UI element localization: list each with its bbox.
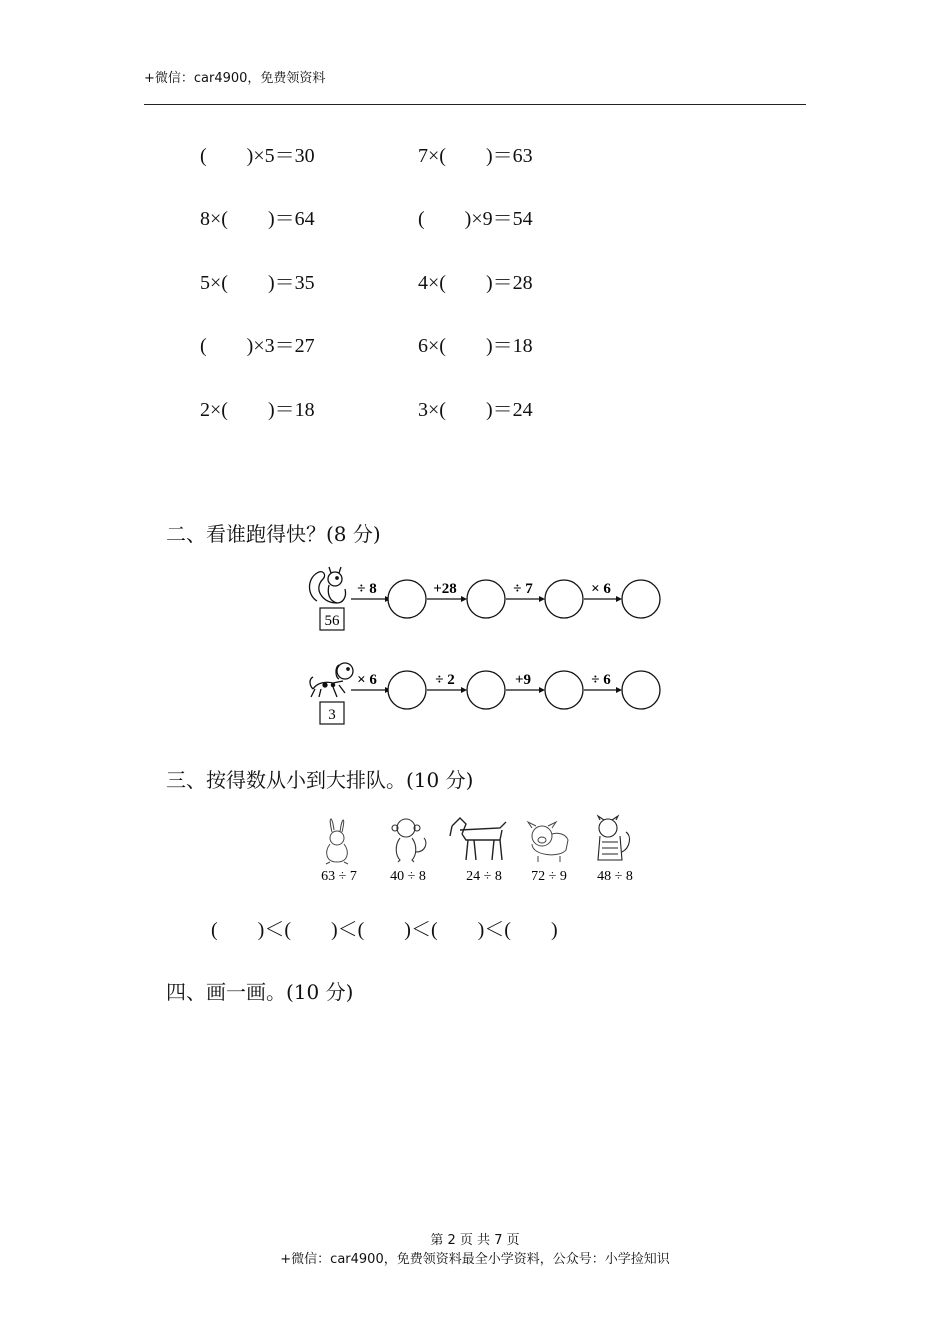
equation-5-right: 3×( )＝24 [418,399,533,421]
section4-title: 四、画一画。(10 分) [166,980,354,1004]
equation-1-left: ( )×5＝30 [200,145,315,167]
race-chain-2 [305,655,670,731]
op-2: ÷ 2 [435,672,455,688]
ordering-line[interactable]: ( )＜( )＜( )＜( )＜( ) [211,919,558,941]
equation-4-left: ( )×3＝27 [200,335,315,357]
op-1: ÷ 8 [357,581,377,597]
dog-icon [310,663,353,697]
animal-expressions [310,812,650,892]
answer-circle[interactable] [622,671,660,709]
start-value: 56 [324,613,340,629]
squirrel-icon [310,567,346,603]
start-value: 3 [328,707,336,723]
answer-circle[interactable] [467,671,505,709]
section2-title: 二、看谁跑得快？(8 分) [166,522,381,546]
page-number: 第 2 页 共 7 页 [430,1233,520,1248]
section3-title: 三、按得数从小到大排队。(10 分) [166,768,474,792]
monkey-icon [392,819,426,862]
race-chain-1 [305,565,670,639]
equation-2-left: 8×( )＝64 [200,208,315,230]
answer-circle[interactable] [545,671,583,709]
equation-5-left: 2×( )＝18 [200,399,315,421]
pig-icon [528,822,568,862]
expr-2: 40 ÷ 8 [390,869,426,884]
header-divider [144,104,806,105]
footer-note: +微信：car4900，免费领资料最全小学资料，公众号：小学捡知识 [280,1252,670,1267]
op-4: ÷ 6 [591,672,611,688]
tiger-icon [598,816,629,860]
rabbit-icon [326,819,348,864]
answer-circle[interactable] [467,580,505,618]
expr-3: 24 ÷ 8 [466,869,502,884]
equation-4-right: 6×( )＝18 [418,335,533,357]
op-3: ÷ 7 [513,581,533,597]
op-4: × 6 [591,581,611,597]
op-2: +28 [433,581,457,597]
expr-4: 72 ÷ 9 [531,869,567,884]
answer-circle[interactable] [388,580,426,618]
header-text: +微信：car4900，免费领资料 [144,71,326,86]
answer-circle[interactable] [388,671,426,709]
equation-2-right: ( )×9＝54 [418,208,533,230]
op-1: × 6 [357,672,377,688]
equation-1-right: 7×( )＝63 [418,145,533,167]
goat-icon [450,818,506,860]
equation-3-right: 4×( )＝28 [418,272,533,294]
equation-3-left: 5×( )＝35 [200,272,315,294]
expr-5: 48 ÷ 8 [597,869,633,884]
answer-circle[interactable] [545,580,583,618]
answer-circle[interactable] [622,580,660,618]
op-3: +9 [514,672,532,688]
expr-1: 63 ÷ 7 [321,869,357,884]
